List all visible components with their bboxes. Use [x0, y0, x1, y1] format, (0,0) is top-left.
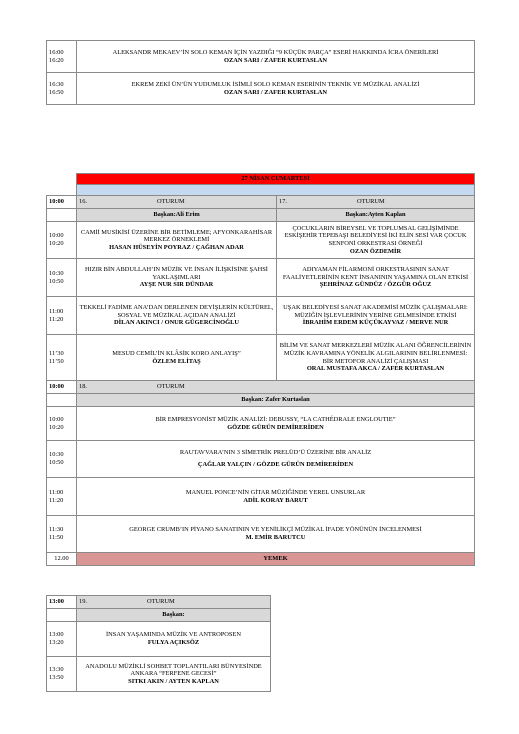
start-time: 10:30: [49, 269, 64, 277]
session-title: ALEKSANDR MEKAEV’İN SOLO KEMAN İÇİN YAZDIĞI “9 KÜÇÜK PARÇA” ESERİ HAKKINDA İCRA ÖNERİLERİ: [112, 48, 439, 56]
session-number: 16.: [79, 198, 87, 206]
session-18-header: [77, 381, 475, 394]
session-presenters: OZAN SARI / ZAFER KURTASLAN: [224, 56, 327, 64]
session-presenters: HASAN HÜSEYİN POYRAZ / ÇAĞHAN ADAR: [109, 243, 244, 251]
end-time: 11:50: [49, 534, 64, 541]
session-16-header: [77, 196, 277, 209]
start-time: 10:00: [49, 415, 64, 423]
time-cell: [47, 41, 77, 73]
start-time: 16:30: [49, 80, 64, 88]
end-time: 11’50: [49, 357, 64, 365]
end-time: 13:50: [49, 674, 64, 681]
session-title: RAUTAVVARA’NIN 3 SİMETRİK PRELÜD’Ü ÜZERİNE BİR ANALİZ: [179, 449, 372, 457]
session-presenters: FULYA AÇIKSÖZ: [147, 639, 200, 646]
table-row: [47, 41, 475, 73]
session-presenters: İBRAHİM ERDEM KÜÇÜKAYVAZ / MERVE NUR: [302, 319, 449, 327]
day-schedule-table: [46, 173, 475, 566]
table-row: [47, 516, 475, 553]
start-time: 13:30: [49, 666, 64, 674]
session-title: GEORGE CRUMB’IN PİYANO SANATININ VE YENİLİKÇİ MÜZİKAL İFADE YÖNÜNÜN İNCELENMESİ: [129, 526, 422, 534]
session-presenters: SITKI AKIN / AYTEN KAPLAN: [128, 677, 219, 685]
session-presenters: ÇAĞLAR YALÇIN / GÖZDE GÜRÜN DEMİRERİDEN: [197, 461, 354, 468]
table-row: [47, 657, 271, 692]
session-presenters: ADİL KORAY BARUT: [243, 496, 308, 504]
session-title: BİLİM VE SANAT MERKEZLERİ MÜZİK ALANI ÖĞRENCİLERİNİN MÜZİK KAVRAMINA YÖNELİK ALGILARININ BELİRLENMESİ: BİR METOFOR ANALİZİ ÇALIŞMASI: [279, 342, 472, 365]
end-time: 10:20: [49, 423, 64, 431]
session-17-chair: Başkan:Ayten Kaplan: [277, 209, 475, 222]
session-16-chair: Başkan:Ali Erim: [77, 209, 277, 222]
end-time: 11:20: [49, 315, 64, 323]
session-presenters: OZAN SARI / ZAFER KURTASLAN: [224, 88, 327, 96]
start-time: 10:30: [49, 451, 64, 459]
session-label: OTURUM: [157, 198, 185, 206]
session-title: MANUEL PONCE’NİN GİTAR MÜZİĞİNDE YEREL UNSURLAR: [185, 488, 366, 496]
session-title: UŞAK BELEDİYESİ SANAT AKADEMİSİ MÜZİK ÇALIŞMALARI: MÜZİĞİN İŞLEVLERİNİN YERİNE GELMESİNDE ETKİSİ: [283, 304, 468, 319]
lunch-label: YEMEK: [77, 553, 475, 566]
session-title: ADIYAMAN FİLARMONİ ORKESTRASININ SANAT FAALİYETLERİNİN KENT İNSANININ YAŞAMINA OLAN ETKİSİ: [282, 266, 469, 281]
session-title: ÇOCUKLARIN BİREYSEL VE TOPLUMSAL GELİŞİMİNDE ESKİŞEHİR TEPEBAŞI BELEDİYESİ İKİ ELİN SESİ VAR ÇOCUK SENFONİ ORKESTRASI ÖRNEĞİ: [284, 224, 467, 247]
end-time: 16:20: [49, 56, 64, 64]
session-number: 18.: [79, 383, 87, 391]
block-time: 10:00: [47, 196, 77, 209]
start-time: 11’30: [49, 349, 64, 357]
blue-spacer: [77, 185, 475, 196]
session-header-row: [47, 381, 475, 394]
end-time: 11:20: [49, 496, 64, 504]
end-time: 13:20: [49, 639, 64, 646]
session-header-row: [47, 596, 271, 609]
block-time: 13:00: [47, 596, 77, 609]
table-row: [47, 259, 475, 297]
table-row: [47, 478, 475, 516]
day-header: 27 NİSAN CUMARTESİ: [77, 174, 475, 185]
session-presenters: OZAN ÖZDEMİR: [349, 247, 402, 255]
session-presenters: AYŞE NUR SIR DÜNDAR: [139, 281, 214, 289]
table-row: [47, 441, 475, 478]
session-presenters: M. EMİR BARUTCU: [245, 534, 306, 541]
session-title: MESUD CEMİL’İN KLÂSİK KORO ANLAYIŞ”: [112, 349, 241, 357]
table-row: [47, 73, 475, 105]
session-17-header: [277, 196, 475, 209]
table-row: [47, 335, 475, 381]
session-title: TEKKELİ FADİME ANA’DAN DERLENEN DEYİŞLERİN KÜLTÜREL, SOSYAL VE MÜZİKAL AÇIDAN ANALİZİ: [79, 304, 274, 319]
time-cell: [47, 73, 77, 105]
end-time: 10:50: [49, 277, 64, 285]
start-time: 11:00: [49, 307, 64, 315]
session-presenters: DİLAN AKINCI / ONUR GÜGERCİNOĞLU: [114, 319, 239, 327]
start-time: 10:00: [49, 232, 64, 240]
session-19-header: [77, 596, 271, 609]
session-presenters: GÖZDE GÜRÜN DEMİRERİDEN: [227, 423, 324, 431]
session-cell: [77, 41, 475, 73]
start-time: 16:00: [49, 48, 64, 56]
session-19-chair: Başkan:: [77, 609, 271, 622]
table-row: [47, 622, 271, 657]
end-time: 10:20: [49, 240, 64, 247]
session-title: İNSAN YAŞAMINDA MÜZİK VE ANTROPOSEN: [106, 631, 241, 639]
start-time: 13:00: [49, 631, 64, 639]
table-row: [47, 222, 475, 259]
block-time: 10:00: [47, 381, 77, 394]
session-title: ANADOLU MÜZİKLİ SOHBET TOPLANTILARI BÜNYESİNDE ANKARA “FERFENE GECESİ”: [85, 662, 262, 678]
session-title: EKREM ZEKİ ÜN’ÜN YUDUMLUK İSİMLİ SOLO KEMAN ESERİNİN TEKNİK VE MÜZİKAL ANALİZİ: [131, 80, 420, 88]
session-label: OTURUM: [147, 598, 175, 606]
session-title: HIZIR BİN ABDULLAH’IN MÜZİK VE İNSAN İLİŞKİSİNE ŞAHSİ YAKLAŞIMLARI: [85, 266, 268, 281]
session-presenters: ŞEHRİNAZ GÜNDÜZ / ÖZGÜR OĞUZ: [319, 281, 432, 289]
session-title: CAMİİ MUSİKİSİ ÜZERİNE BİR BETİMLEME; AFYONKARAHİSAR MERKEZ ÖRNEKLEMİ: [80, 228, 273, 244]
top-sessions-table: [46, 40, 475, 105]
table-row: [47, 407, 475, 441]
session-label: OTURUM: [157, 383, 185, 391]
start-time: 11:00: [49, 488, 64, 496]
afternoon-session-table: [46, 595, 271, 692]
start-time: 11:30: [49, 526, 64, 534]
session-18-chair: Başkan: Zafer Kurtaslan: [77, 394, 475, 407]
session-presenters: ORAL MUSTAFA AKCA / ZAFER KURTASLAN: [306, 365, 445, 373]
lunch-time: 12.00: [47, 553, 77, 566]
session-number: 17.: [279, 198, 287, 206]
end-time: 16:50: [49, 88, 64, 96]
session-label: OTURUM: [357, 198, 385, 206]
table-row: [47, 297, 475, 335]
session-presenters: ÖZLEM ELİTAŞ: [152, 357, 201, 365]
session-header-row: [47, 196, 475, 209]
session-title: BİR EMPRESYONİST MÜZİK ANALİZİ: DEBUSSY, “LA CATHÉDRALE ENGLOUTIE”: [155, 415, 396, 423]
end-time: 10:50: [49, 459, 64, 466]
session-number: 19.: [79, 598, 87, 606]
session-cell: [77, 73, 475, 105]
lunch-row: [47, 553, 475, 566]
